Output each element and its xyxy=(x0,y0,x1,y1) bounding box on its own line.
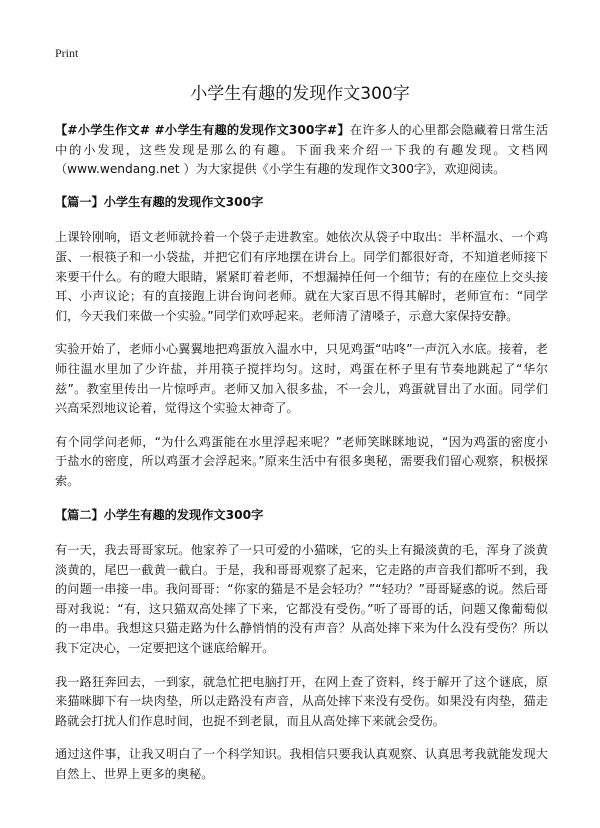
page-title: 小学生有趣的发现作文300字 xyxy=(190,84,410,104)
section-2-paragraph: 通过这件事，让我又明白了一个科学知识。我相信只要我认真观察、认真思考我就能发现大自然上、世界上更多的奥秘。 xyxy=(55,747,548,782)
intro-tag: 【#小学生作文# #小学生有趣的发现作文300字#】 xyxy=(55,123,350,137)
section-1-paragraph: 实验开始了，老师小心翼翼地把鸡蛋放入温水中，只见鸡蛋“咕咚”一声沉入水底。接着，老师往温水里加了少许盐，并用筷子搅拌均匀。这时，鸡蛋在杯子里有节奏地跳起了“华尔兹”。教室里传出一片惊呼声。老师又加入很多盐，不一会儿，鸡蛋就冒出了水面。同学们兴高采烈地议论着，觉得这个实验太神奇了。 xyxy=(55,342,548,416)
article-body xyxy=(55,121,548,799)
print-label: Print xyxy=(55,46,79,60)
section-heading-2: 【篇二】小学生有趣的发现作文300字 xyxy=(55,507,264,522)
intro-paragraph xyxy=(55,121,548,180)
section-heading-1: 【篇一】小学生有趣的发现作文300字 xyxy=(55,194,264,209)
section-1-paragraph: 有个同学问老师，“为什么鸡蛋能在水里浮起来呢？”老师笑眯眯地说，“因为鸡蛋的密度小于盐水的密度，所以鸡蛋才会浮起来。”原来生活中有很多奥秘，需要我们留心观察，积极探索。 xyxy=(55,434,548,488)
section-1-paragraph: 上课铃刚响，语文老师就拎着一个袋子走进教室。她依次从袋子中取出：半杯温水、一个鸡蛋、一根筷子和一小袋盐，并把它们有序地摆在讲台上。同学们都很好奇，不知道老师接下来要干什么。有的瞪大眼睛，紧紧盯着老师，不想漏掉任何一个细节；有的在座位上交头接耳、小声议论；有的直接跑上讲台询问老师。就在大家百思不得其解时，老师宣布：“同学们，今天我们来做一个实验。”同学们欢呼起来。老师清了清嗓子，示意大家保持安静。 xyxy=(55,230,548,323)
section-2-paragraph: 有一天，我去哥哥家玩。他家养了一只可爱的小猫咪，它的头上有撮淡黄的毛，浑身了淡黄淡黄的，尾巴一截黄一截白。于是，我和哥哥观察了起来，它走路的声音我们都听不到，我的问题一串接一串。我问哥哥：“你家的猫是不是会轻功？”“轻功？”哥哥疑惑的说。然后哥哥对我说：“有，这只猫双高处摔了下来，它都没有受伤。”听了哥哥的话，问题又像葡萄似的一串串。我想这只猫走路为什么静悄悄的没有声音？从高处摔下来为什么没有受伤？所以我下定决心，一定要把这个谜底给解开。 xyxy=(55,543,548,656)
intro-text: 在许多人的心里都会隐藏着日常生活中的小发现，这些发现是那么的有趣。下面我来介绍一下我的有趣发现。文档网（www.wendang.net ）为大家提供《小学生有趣的发现作文300字》，欢迎阅读。 xyxy=(55,123,549,177)
section-2-paragraph: 我一路狂奔回去，一到家，就急忙把电脑打开，在网上查了资料，终于解开了这个谜底，原来猫咪脚下有一块肉垫，所以走路没有声音，从高处摔下来没有受伤。如果没有肉垫，猫走路就会打扰人们作息时间，也捉不到老鼠，而且从高处摔下来就会受伤。 xyxy=(55,674,548,728)
